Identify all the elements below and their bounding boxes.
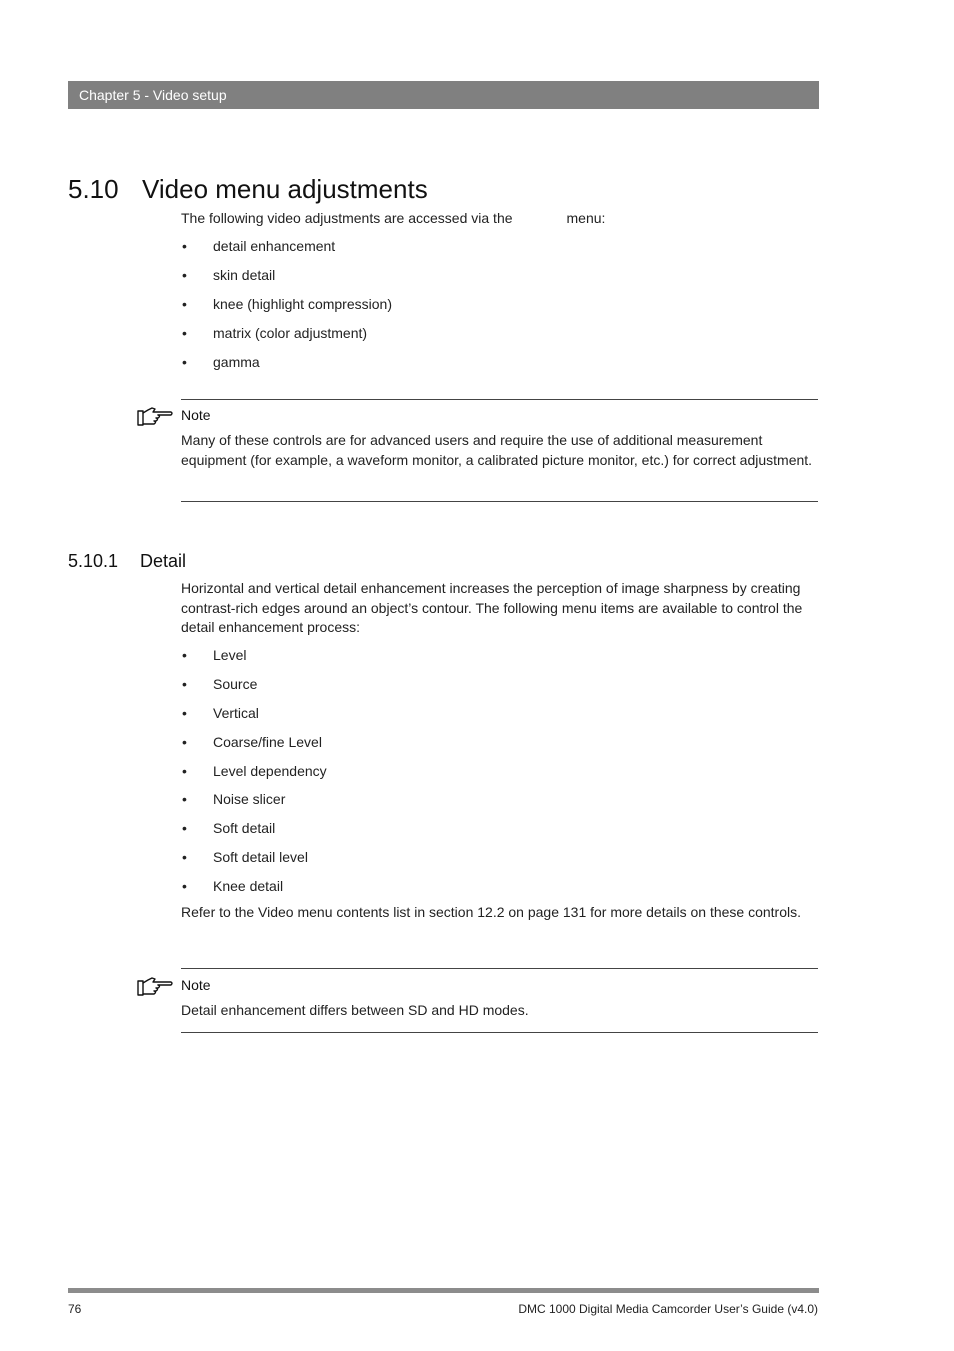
section-title: Video menu adjustments: [142, 174, 428, 204]
subsection-title: Detail: [140, 551, 187, 571]
list-item: • Noise slicer: [182, 791, 286, 808]
list-item: • Soft detail level: [182, 849, 308, 866]
list-item: • Level dependency: [182, 762, 327, 779]
note-body: Detail enhancement differs between SD and HD modes.: [181, 1002, 529, 1018]
list-item: • gamma: [182, 354, 260, 370]
guide-title: DMC 1000 Digital Media Camcorder User’s Guide (v4.0): [518, 1302, 818, 1316]
section-intro: [181, 209, 821, 229]
note-top-rule: [181, 399, 818, 400]
chapter-header-bar: [68, 81, 819, 109]
note-title: Note: [181, 407, 211, 423]
section-heading: [68, 170, 428, 208]
detail-bullet-list: [181, 646, 327, 906]
subsection-intro: Horizontal and vertical detail enhancement increases the perception of image sharpness by creating contrast-rich edges around an object’s contour. The following menu items are available to control the detail enhancement process:: [181, 580, 803, 635]
list-item: • matrix (color adjustment): [182, 325, 368, 341]
note-title: Note: [181, 977, 211, 993]
section-intro-after: menu:: [566, 210, 606, 226]
list-item: • Source: [182, 675, 258, 692]
section-bullet-list: [181, 237, 392, 382]
list-item: • Level: [182, 647, 247, 663]
list-item: • detail enhancement: [182, 238, 336, 254]
subsection-heading: [68, 548, 186, 574]
footer-bar: [68, 1288, 819, 1293]
list-item: • knee (highlight compression): [182, 296, 392, 312]
note-bottom-rule: [181, 1032, 818, 1033]
section-number: 5.10: [68, 174, 119, 204]
subsection-number: 5.10.1: [68, 551, 119, 571]
pointing-hand-icon: [136, 406, 174, 428]
note-body: Many of these controls are for advanced users and require the use of additional measurement equipment (for example, a waveform monitor, a calibrated picture monitor, etc.) for correct adjustment.: [181, 432, 813, 468]
list-item: • Knee detail: [182, 878, 284, 895]
page-number: 76: [68, 1302, 82, 1316]
list-item: • Soft detail: [182, 820, 276, 837]
list-item: • Vertical: [182, 704, 259, 721]
note-bottom-rule: [181, 501, 818, 502]
subsection-refer: Refer to the Video menu contents list in section 12.2 on page 131 for more details on these controls.: [181, 904, 802, 920]
section-intro-before: The following video adjustments are accessed via the: [181, 210, 513, 226]
list-item: • Coarse/fine Level: [182, 733, 322, 750]
pointing-hand-icon: [136, 976, 174, 998]
chapter-title: Chapter 5 - Video setup: [79, 87, 227, 103]
list-item: • skin detail: [182, 267, 276, 283]
note-top-rule: [181, 968, 818, 969]
